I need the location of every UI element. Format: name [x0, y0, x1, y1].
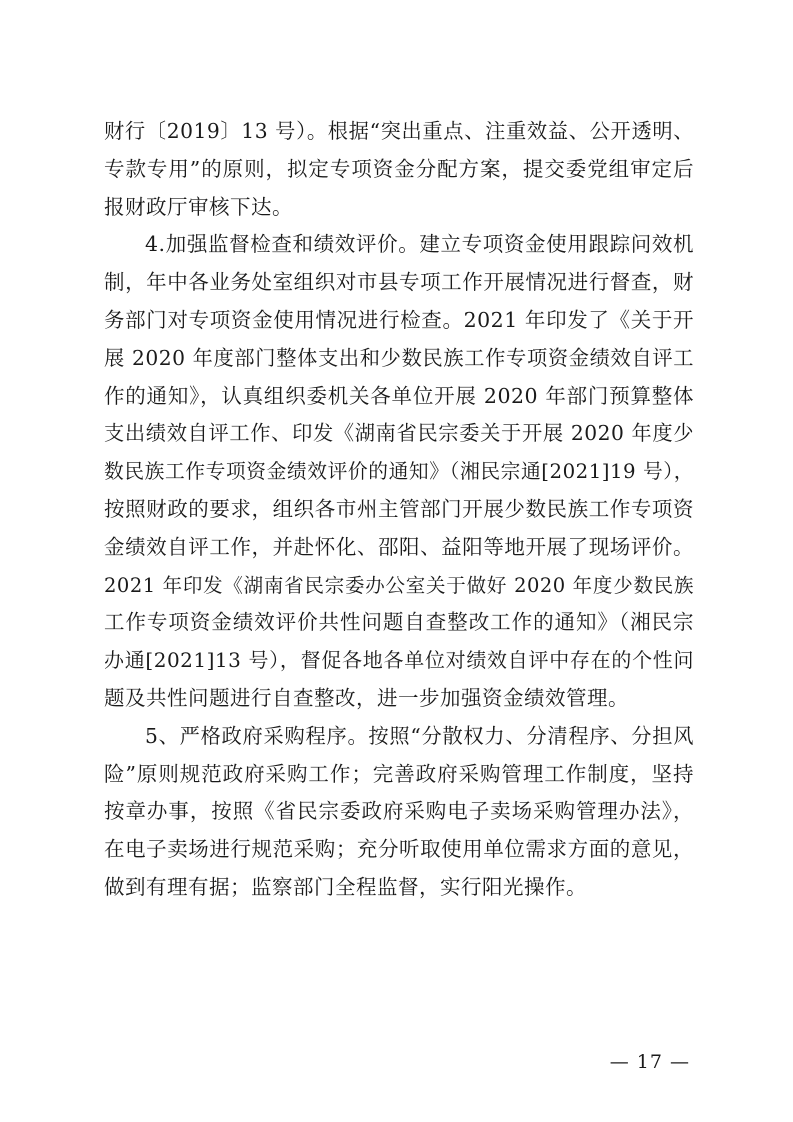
paragraph-first-line: 4.加强监督检查和绩效评价。建立专项资金使用跟踪问效机 — [145, 232, 694, 257]
text-line: 专款专用”的原则，拟定专项资金分配方案，提交委党组审定后 — [104, 156, 694, 181]
text-line: 办通[2021]13 号），督促各地各单位对绩效自评中存在的个性问 — [104, 648, 694, 673]
text-line: 按章办事，按照《省民宗委政府采购电子卖场采购管理办法》， — [104, 799, 694, 824]
text-line: 工作专项资金绩效评价共性问题自查整改工作的通知》（湘民宗 — [104, 610, 694, 635]
text-line: 报财政厅审核下达。 — [104, 194, 293, 219]
text-line: 按照财政的要求，组织各市州主管部门开展少数民族工作专项资 — [104, 496, 694, 521]
body-text — [104, 113, 694, 907]
text-line: 做到有理有据；监察部门全程监督，实行阳光操作。 — [104, 874, 587, 899]
text-line: 2021 年印发《湖南省民宗委办公室关于做好 2020 年度少数民族 — [104, 573, 694, 597]
text-line: 在电子卖场进行规范采购；充分听取使用单位需求方面的意见， — [104, 837, 694, 862]
text-line: 支出绩效自评工作、印发《湖南省民宗委关于开展 2020 年度少 — [104, 421, 694, 446]
text-line: 财行〔2019〕13 号）。根据“突出重点、注重效益、公开透明、 — [104, 119, 694, 143]
text-line: 数民族工作专项资金绩效评价的通知》（湘民宗通[2021]19 号）， — [104, 460, 694, 484]
page-number: — 17 — — [609, 1051, 690, 1073]
paragraph-first-line: 5、严格政府采购程序。按照“分散权力、分清程序、分担风 — [145, 723, 694, 748]
text-line: 展 2020 年度部门整体支出和少数民族工作专项资金绩效自评工 — [104, 345, 694, 370]
text-line: 务部门对专项资金使用情况进行检查。2021 年印发了《关于开 — [104, 307, 694, 332]
text-line: 制，年中各业务处室组织对市县专项工作开展情况进行督查，财 — [104, 270, 694, 295]
text-line: 险”原则规范政府采购工作；完善政府采购管理工作制度，坚持 — [104, 761, 694, 786]
text-line: 题及共性问题进行自查整改，进一步加强资金绩效管理。 — [104, 685, 629, 710]
text-line: 金绩效自评工作，并赴怀化、邵阳、益阳等地开展了现场评价。 — [104, 534, 694, 559]
text-line: 作的通知》，认真组织委机关各单位开展 2020 年部门预算整体 — [104, 383, 694, 408]
